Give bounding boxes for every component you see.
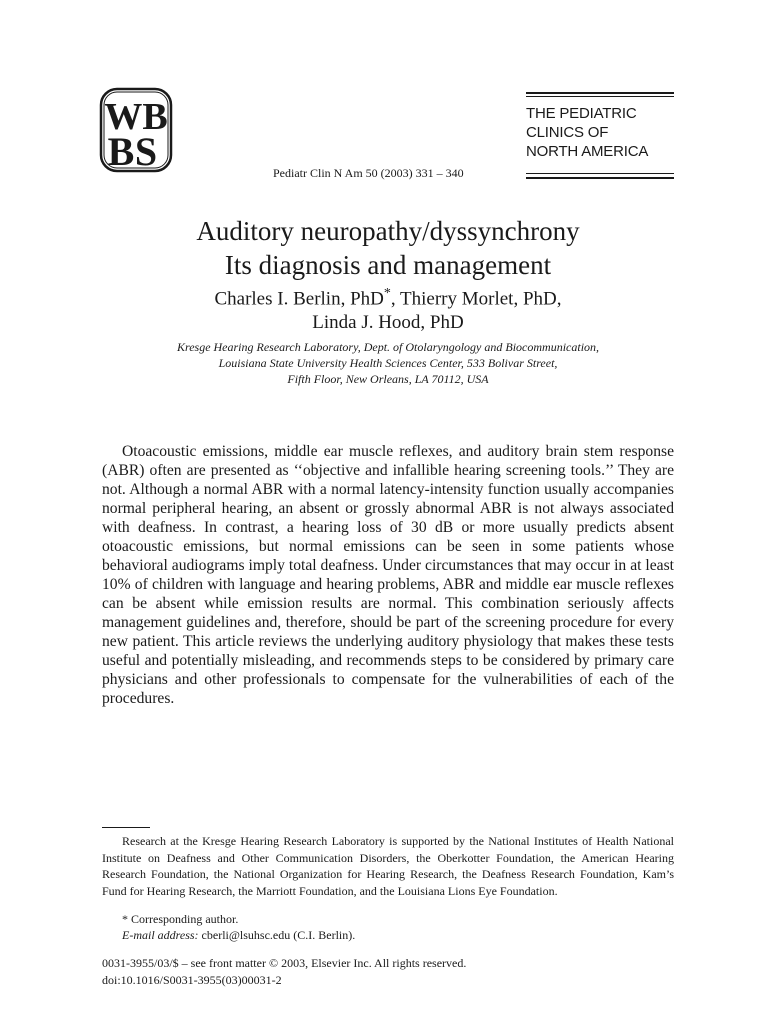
logo-bottom-b: B (107, 129, 135, 173)
masthead-rule-bottom-thin (526, 173, 674, 174)
masthead-rule-bottom (526, 177, 674, 179)
copyright-line: 0031-3955/03/$ – see front matter © 2003, Elsevier Inc. All rights reserved. (102, 956, 467, 970)
logo-top-letters: WB (104, 96, 168, 138)
affiliation-line: Louisiana State University Health Sciences Center, 533 Bolivar Street, (218, 356, 558, 370)
abstract-paragraph: Otoacoustic emissions, middle ear muscle reflexes, and auditory brain stem response (ABR) often are presented as ‘‘objective and infallible hearing screening tools.’’ They are not. Although a normal ABR with a normal latency-intensity function usually accompanies normal peripheral hearing, an absent or grossly abnormal ABR is not always associated with deafness. In contrast, a hearing loss of 30 dB or more usually predicts absent otoacoustic emissions, but normal emissions can be seen in some patients whose behavioral audiograms imply total deafness. Under circumstances that may occur in at least 10% of children with language and hearing problems, ABR and middle ear muscle reflexes can be absent while emission results are normal. This combination seriously affects management guidelines and, therefore, should be part of the screening procedure for every new patient. This article reviews the underlying auditory physiology that makes these tests useful and potentially misleading, and recommends steps to be considered by primary care physicians and other professionals to compensate for the vulnerabilities of each of the procedures. (102, 443, 674, 707)
email-value: cberli@lsuhsc.edu (C.I. Berlin). (198, 928, 356, 942)
article-title-line-1: Auditory neuropathy/dyssynchrony (196, 216, 580, 246)
logo-bottom-letters: S (134, 129, 158, 173)
affiliation-line: Kresge Hearing Research Laboratory, Dept. of Otolaryngology and Biocommunication, (176, 340, 600, 354)
publisher-logo (99, 87, 173, 173)
authors-line-2: Linda J. Hood, PhD (312, 312, 464, 333)
author-morlet: , Thierry Morlet, PhD, (390, 288, 562, 310)
masthead-rule-top (526, 92, 674, 94)
affiliation-line: Fifth Floor, New Orleans, LA 70112, USA (287, 372, 489, 386)
article-title-line-2: Its diagnosis and management (224, 250, 552, 280)
email-note (122, 928, 355, 943)
journal-name-line: THE PEDIATRIC (526, 105, 637, 122)
authors-line-1 (0, 286, 768, 310)
corresponding-author-mark: * (383, 286, 391, 301)
author-berlin: Charles I. Berlin, PhD (214, 288, 384, 310)
footnote-rule (102, 827, 150, 828)
corresponding-author-note: * Corresponding author. (122, 912, 239, 926)
funding-footnote: Research at the Kresge Hearing Research Laboratory is supported by the National Institutes of Health National Institute on Deafness and Other Communication Disorders, the Oberkotter Foundation, the American Hearing Research Foundation, the National Organization for Hearing Research, the Deafness Research Foundation, Kam’s Fund for Hearing Research, the Marriott Foundation, and the Louisiana Lions Eye Foundation. (102, 834, 674, 898)
journal-name-line: NORTH AMERICA (526, 143, 649, 160)
masthead-rule-top-thin (526, 96, 674, 97)
journal-name (526, 104, 686, 161)
email-label: E-mail address: (122, 928, 199, 942)
doi-line: doi:10.1016/S0031-3955(03)00031-2 (102, 973, 282, 987)
journal-name-line: CLINICS OF (526, 124, 609, 141)
journal-citation: Pediatr Clin N Am 50 (2003) 331 – 340 (273, 166, 464, 180)
